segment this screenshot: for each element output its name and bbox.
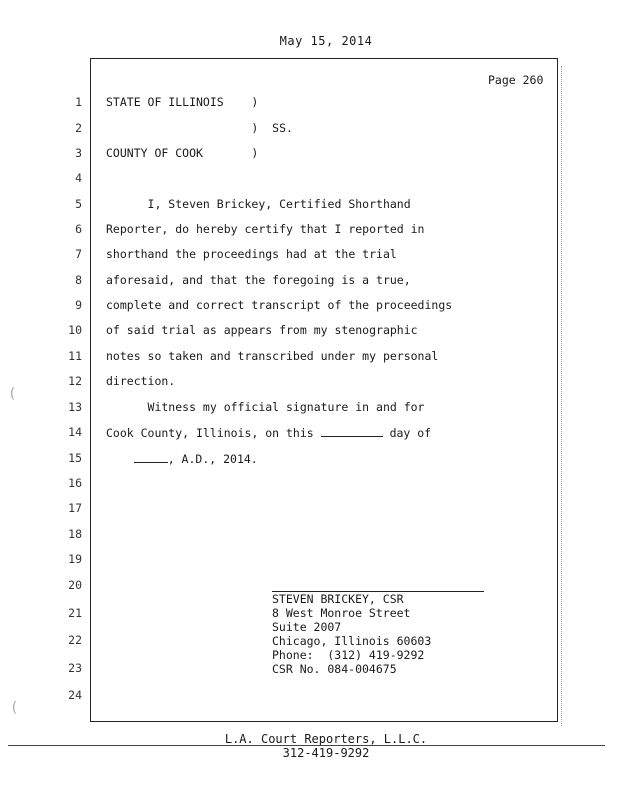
line-text: of said trial as appears from my stenographic (106, 323, 418, 337)
line-number: 21 (68, 606, 82, 620)
line-number: 3 (75, 146, 82, 160)
reporter-address-1: 8 West Monroe Street (272, 606, 411, 620)
line-number: 6 (75, 222, 82, 236)
line-number: 12 (68, 374, 82, 388)
line-text: COUNTY OF COOK ) (106, 146, 259, 160)
line-number: 13 (68, 400, 82, 414)
line-number: 2 (75, 121, 82, 135)
line-number: 1 (75, 95, 82, 109)
line-text: I, Steven Brickey, Certified Shorthand (106, 197, 411, 211)
line-number: 4 (75, 171, 82, 185)
line-14-lead: Cook County, Illinois, on this (106, 426, 321, 440)
scan-artifact-mark: ( (10, 700, 19, 716)
line-number: 15 (68, 451, 82, 465)
reporter-name: STEVEN BRICKEY, CSR (272, 592, 404, 606)
line-15-lead (106, 452, 134, 466)
line-number: 9 (75, 298, 82, 312)
line-number: 24 (68, 688, 82, 702)
line-text: STATE OF ILLINOIS ) (106, 95, 259, 109)
line-number: 17 (68, 501, 82, 515)
line-text: Witness my official signature in and for (106, 400, 425, 414)
line-14-suffix: day of (382, 426, 432, 440)
page-edge-dots (561, 66, 562, 726)
line-number: 19 (68, 552, 82, 566)
month-blank (134, 451, 168, 463)
day-blank (321, 425, 383, 437)
line-text (106, 425, 431, 440)
line-text: Reporter, do hereby certify that I reported in (106, 222, 425, 236)
line-number: 22 (68, 633, 82, 647)
line-text: aforesaid, and that the foregoing is a true, (106, 273, 411, 287)
line-number: 16 (68, 476, 82, 490)
line-number: 5 (75, 197, 82, 211)
footer-company: L.A. Court Reporters, L.L.C. (224, 732, 428, 746)
reporter-phone: Phone: (312) 419-9292 (272, 648, 425, 662)
line-number: 20 (68, 578, 82, 592)
line-number: 23 (68, 661, 82, 675)
scan-artifact-mark: ( (8, 386, 17, 402)
line-15-suffix: , A.D., 2014. (167, 452, 258, 466)
footer-phone: 312-419-9292 (282, 746, 370, 760)
reporter-city: Chicago, Illinois 60603 (272, 634, 432, 648)
reporter-csr-number: CSR No. 084-004675 (272, 662, 397, 676)
line-text (106, 451, 258, 466)
line-text: complete and correct transcript of the proceedings (106, 298, 453, 312)
line-number: 7 (75, 247, 82, 261)
document-date: May 15, 2014 (279, 34, 373, 48)
line-text: shorthand the proceedings had at the trial (106, 247, 397, 261)
line-text: ) SS. (106, 121, 293, 135)
reporter-address-2: Suite 2007 (272, 620, 342, 634)
line-number: 14 (68, 425, 82, 439)
line-text: notes so taken and transcribed under my personal (106, 349, 439, 363)
line-number: 10 (68, 323, 82, 337)
line-number: 18 (68, 527, 82, 541)
line-text: direction. (106, 374, 176, 388)
line-number: 8 (75, 273, 82, 287)
line-number: 11 (68, 349, 82, 363)
page-number: Page 260 (488, 73, 544, 87)
